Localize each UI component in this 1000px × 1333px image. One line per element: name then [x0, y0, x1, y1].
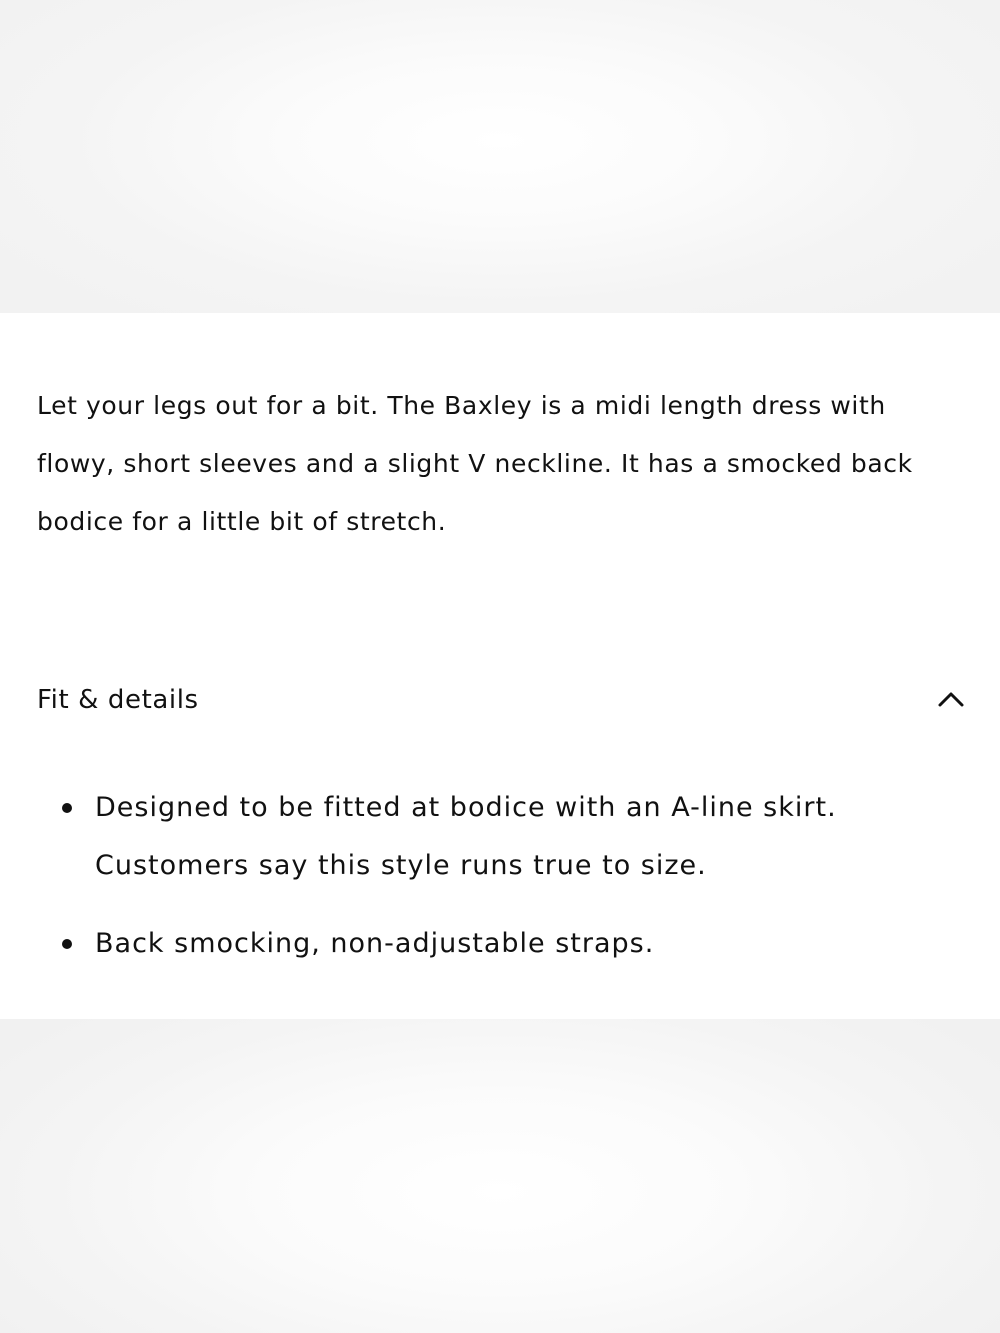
- bullet-icon: [62, 939, 72, 949]
- product-description: Let your legs out for a bit. The Baxley is a midi length dress with flowy, short sleeves and a slight V neckline. It has a smocked back bodice for a little bit of stretch.: [37, 391, 913, 536]
- fit-details-item: [37, 915, 937, 973]
- fit-details-accordion-toggle[interactable]: [37, 675, 967, 725]
- fit-details-list: [37, 779, 937, 993]
- fit-details-item-text: Designed to be fitted at bodice with an A-line skirt. Customers say this style runs true to size.: [95, 792, 837, 881]
- chevron-up-icon[interactable]: [937, 686, 965, 714]
- product-info-section: [0, 313, 1000, 1019]
- fit-details-title: Fit & details: [37, 685, 199, 715]
- product-image-area-top: [0, 0, 1000, 313]
- bullet-icon: [62, 803, 72, 813]
- product-image-area-bottom: [0, 1019, 1000, 1333]
- fit-details-item: [37, 779, 937, 895]
- fit-details-item-text: Back smocking, non-adjustable straps.: [95, 928, 655, 959]
